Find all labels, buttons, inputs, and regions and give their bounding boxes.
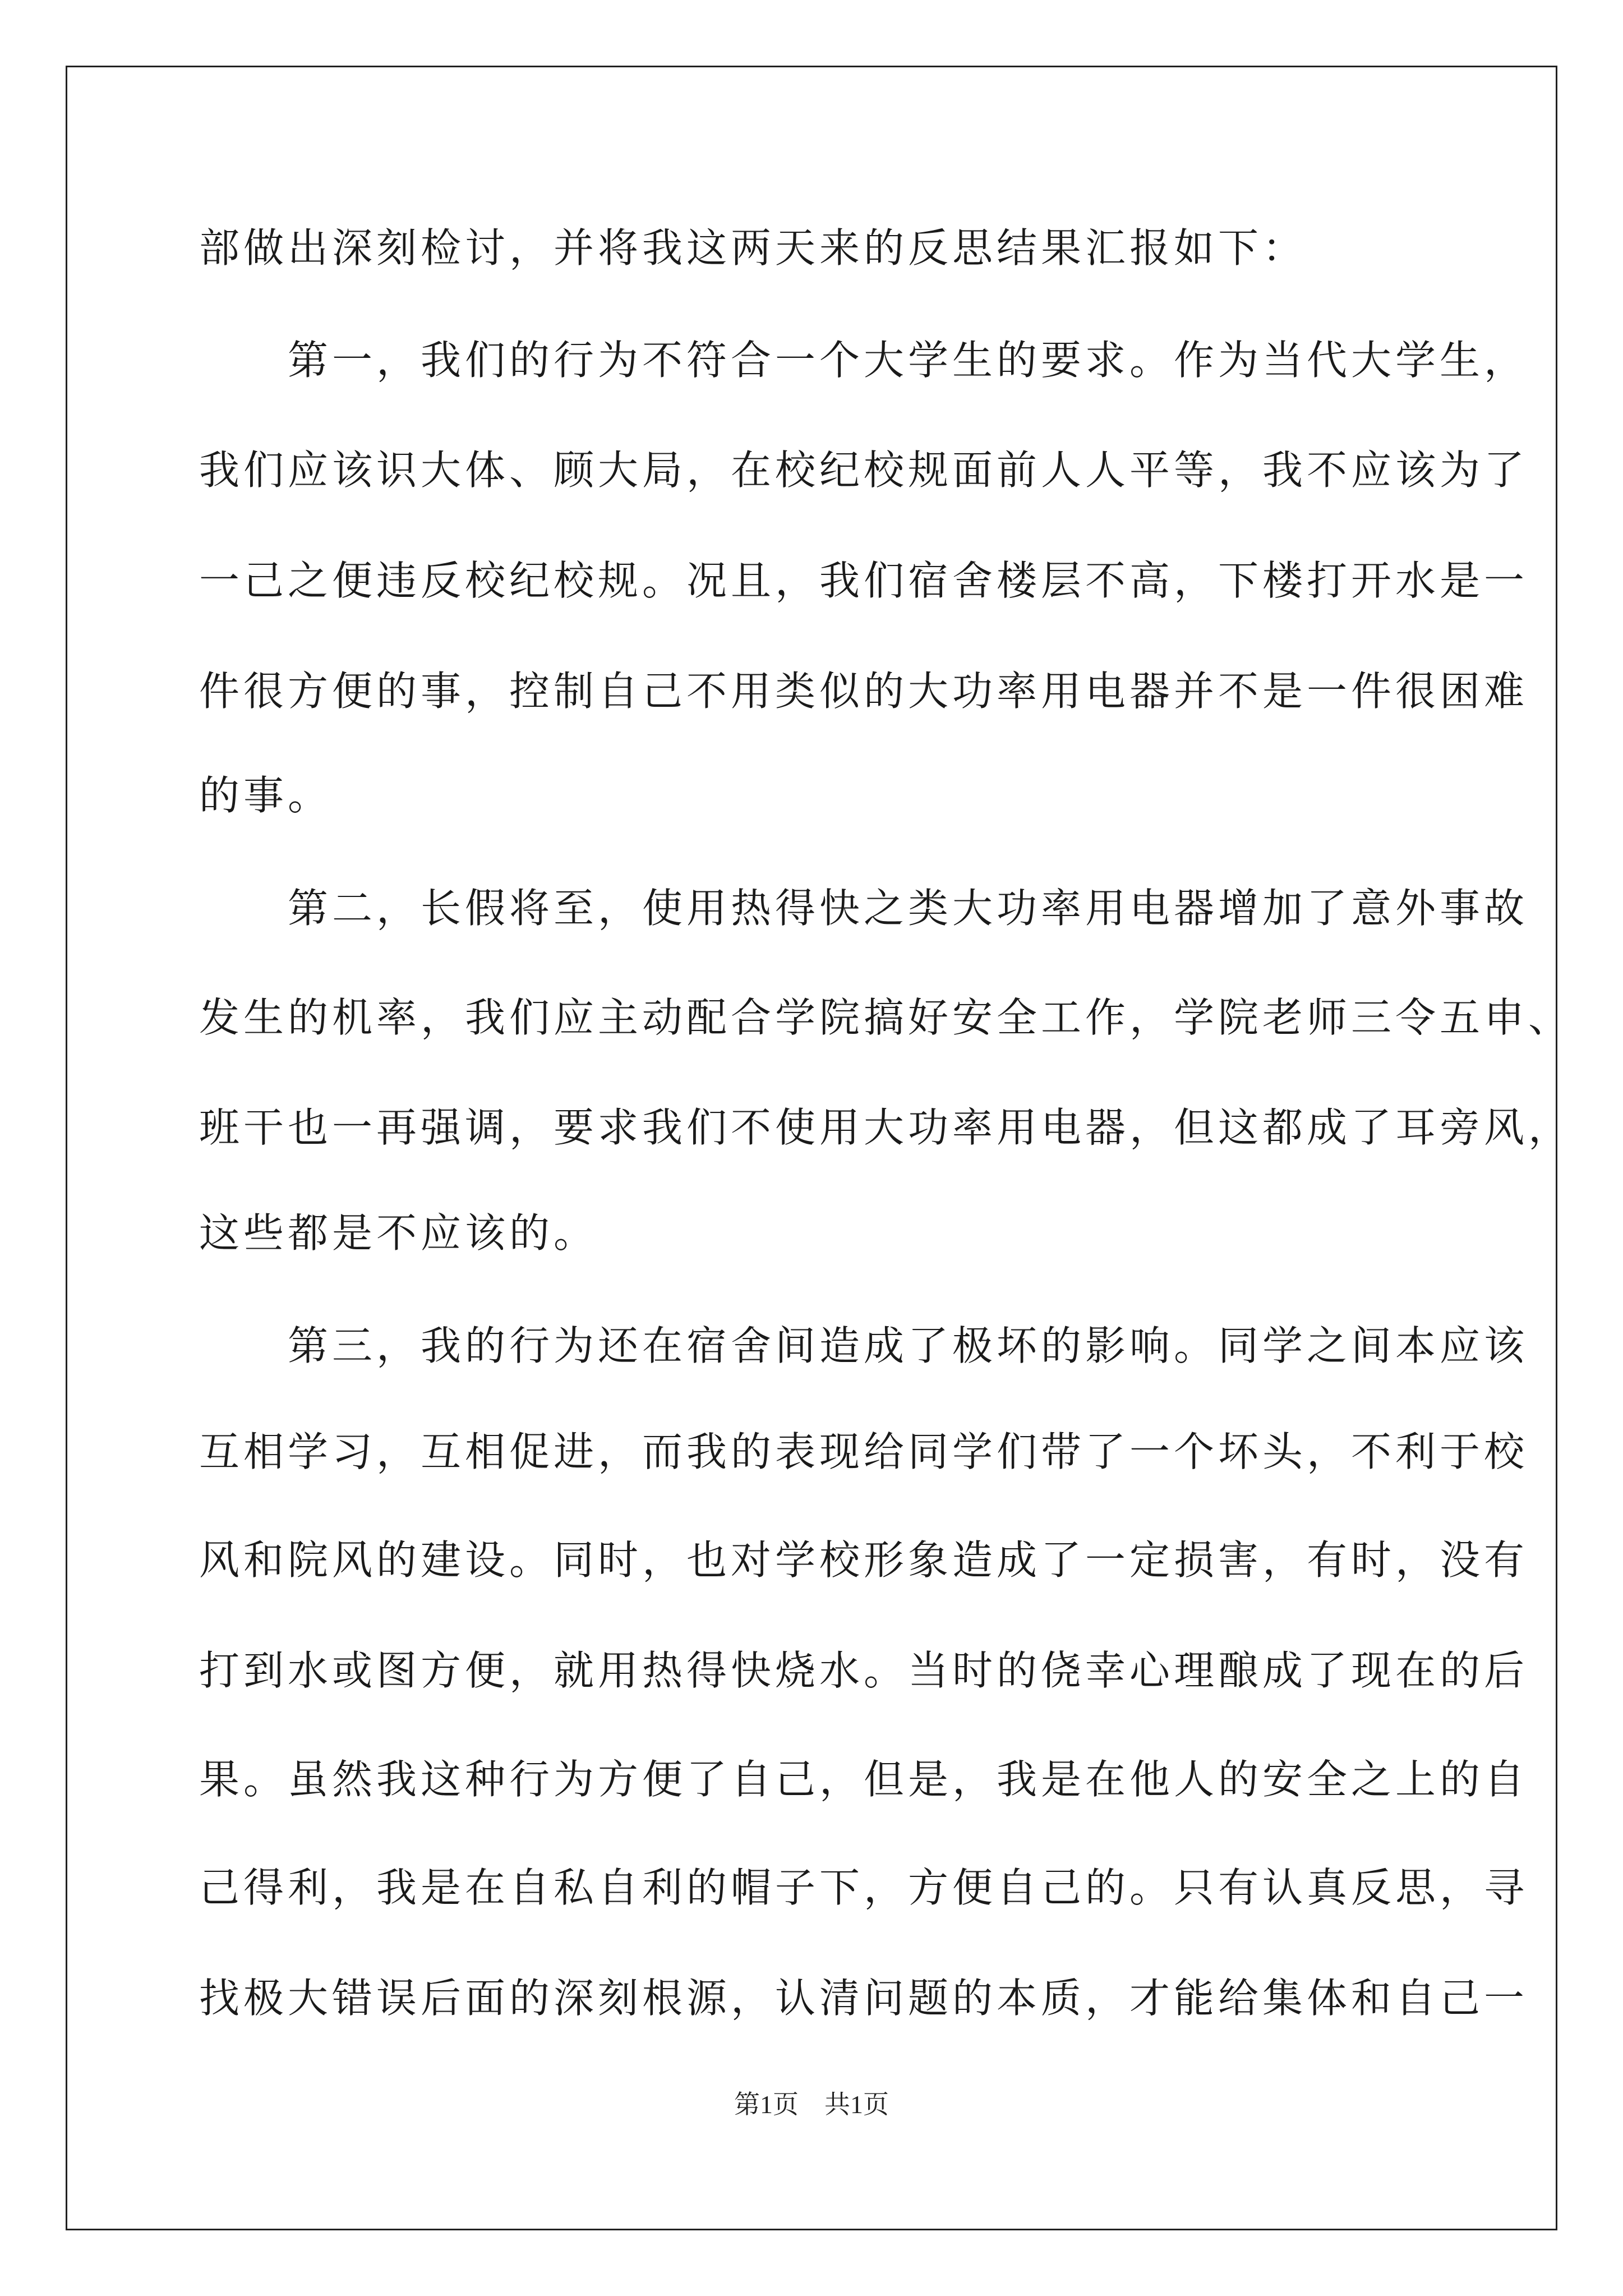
body-line-17: 找极大错误后面的深刻根源，认清问题的本质，才能给集体和自己一 xyxy=(199,1975,1529,2022)
body-line-9: 班干也一再强调，要求我们不使用大功率用电器，但这都成了耳旁风， xyxy=(199,1104,1573,1151)
body-line-6: 的事。 xyxy=(199,772,333,819)
body-line-16: 己得利，我是在自私自利的帽子下，方便自己的。只有认真反思，寻 xyxy=(199,1864,1529,1911)
body-line-2: 第一，我们的行为不符合一个大学生的要求。作为当代大学生， xyxy=(199,337,1529,384)
body-line-5: 件很方便的事，控制自己不用类似的大功率用电器并不是一件很困难 xyxy=(199,668,1529,715)
page-number-footer: 第1页 共1页 xyxy=(734,2090,889,2119)
body-line-4: 一己之便违反校纪校规。况且，我们宿舍楼层不高，下楼打开水是一 xyxy=(199,557,1529,604)
body-line-1: 部做出深刻检讨，并将我这两天来的反思结果汇报如下： xyxy=(199,224,1307,272)
body-line-8: 发生的机率，我们应主动配合学院搞好安全工作，学院老师三令五申、 xyxy=(199,994,1573,1041)
body-line-15: 果。虽然我这种行为方便了自己，但是，我是在他人的安全之上的自 xyxy=(199,1756,1529,1803)
body-line-12: 互相学习，互相促进，而我的表现给同学们带了一个坏头，不利于校 xyxy=(199,1428,1529,1475)
body-line-13: 风和院风的建设。同时，也对学校形象造成了一定损害，有时，没有 xyxy=(199,1536,1529,1584)
body-line-10: 这些都是不应该的。 xyxy=(199,1209,598,1257)
body-line-11: 第三，我的行为还在宿舍间造成了极坏的影响。同学之间本应该 xyxy=(199,1322,1529,1369)
body-line-3: 我们应该识大体、顾大局，在校纪校规面前人人平等，我不应该为了 xyxy=(199,447,1529,494)
body-line-14: 打到水或图方便，就用热得快烧水。当时的侥幸心理酿成了现在的后 xyxy=(199,1647,1529,1694)
body-line-7: 第二，长假将至，使用热得快之类大功率用电器增加了意外事故 xyxy=(199,885,1529,932)
